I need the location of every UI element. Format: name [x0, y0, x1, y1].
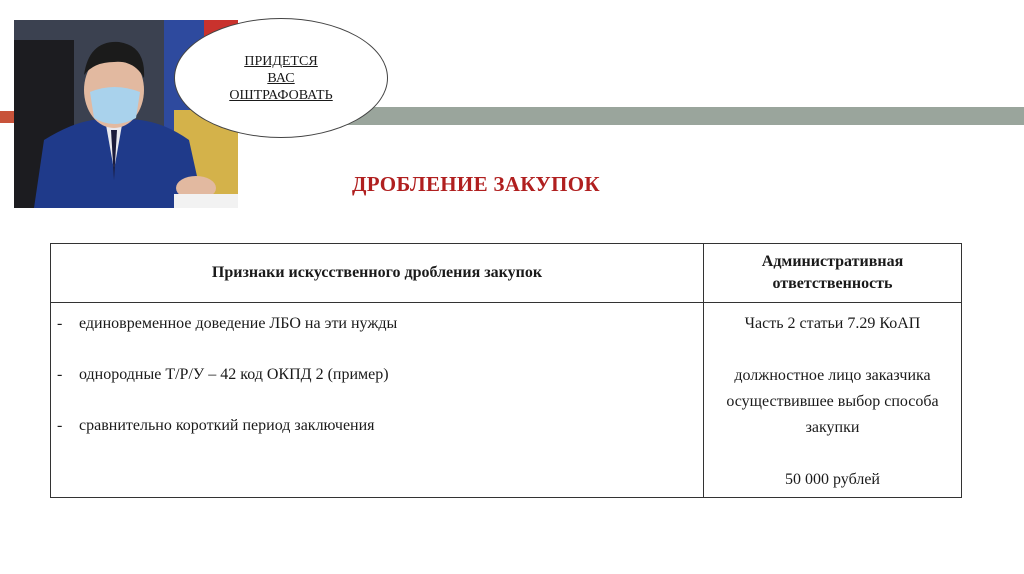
- article-reference: Часть 2 статьи 7.29 КоАП: [744, 315, 921, 332]
- responsible-subject: должностное лицо заказчика осуществившее выбор способа закупки: [726, 367, 939, 436]
- speech-bubble: [174, 18, 388, 138]
- list-item: [57, 362, 697, 388]
- header-responsibility: Административная ответственность: [704, 244, 962, 303]
- accent-band: [300, 107, 1024, 125]
- list-item: [57, 311, 697, 337]
- slide-title: ДРОБЛЕНИЕ ЗАКУПОК: [352, 172, 600, 196]
- bubble-line-3: ОШТРАФОВАТЬ: [229, 87, 333, 103]
- responsibility-cell: [704, 303, 962, 498]
- list-item-text: однородные Т/Р/У – 42 код ОКПД 2 (пример): [79, 366, 389, 383]
- spacer: [710, 441, 955, 467]
- header-signs: Признаки искусственного дробления закупок: [51, 244, 704, 303]
- list-item-text: сравнительно короткий период заключения: [79, 417, 375, 434]
- fine-amount: 50 000 рублей: [785, 471, 880, 488]
- procurement-table: [50, 243, 962, 498]
- signs-cell: [51, 303, 704, 498]
- list-dash: -: [57, 366, 63, 383]
- table-row: [51, 303, 962, 498]
- list-item-text: единовременное доведение ЛБО на эти нужды: [79, 315, 398, 332]
- list-dash: -: [57, 417, 63, 434]
- table-header-row: [51, 244, 962, 303]
- spacer: [710, 337, 955, 363]
- bubble-line-2: ВАС: [267, 70, 295, 86]
- list-dash: -: [57, 315, 63, 332]
- bubble-line-1: ПРИДЕТСЯ: [244, 53, 318, 69]
- list-item: [57, 413, 697, 439]
